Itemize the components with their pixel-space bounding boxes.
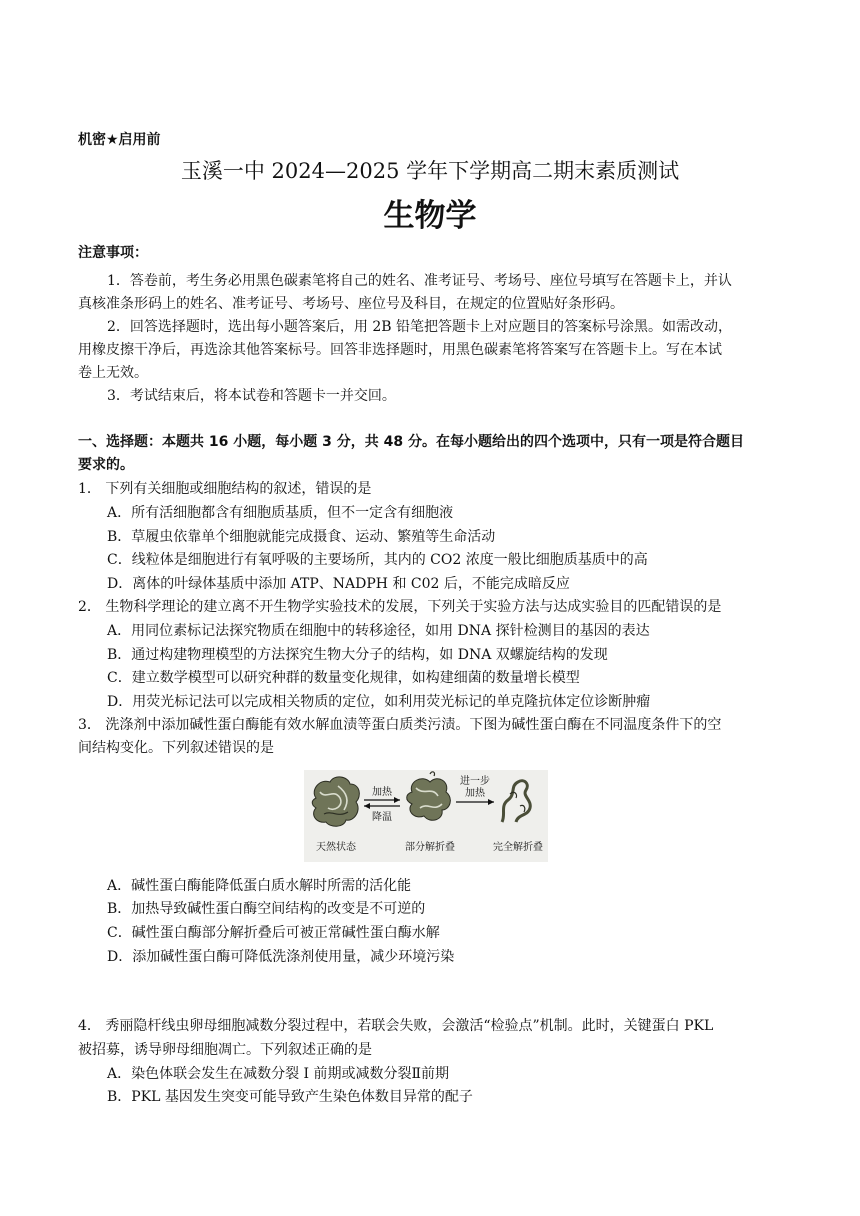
question-3-option-c: C．碱性蛋白酶部分解折叠后可被正常碱性蛋白酶水解 [107,925,440,941]
arrow-heat2-label: 加热 [465,788,485,799]
question-3-option-a: A．碱性蛋白酶能降低蛋白质水解时所需的活化能 [107,878,412,894]
question-2-option-b: B．通过构建物理模型的方法探究生物大分子的结构，如 DNA 双螺旋结构的发现 [107,647,608,663]
section-heading-cont: 要求的。 [78,457,134,473]
section-heading: 一、选择题：本题共 16 小题，每小题 3 分，共 48 分。在每小题给出的四个选项中，只有一项是符合题目 [78,434,744,450]
arrow-right-icon [456,799,494,805]
arrow-heat-label: 加热 [372,787,392,798]
question-3-stem: 3． 洗涤剂中添加碱性蛋白酶能有效水解血渍等蛋白质类污渍。下图为碱性蛋白酶在不同温度条件下的空 [78,717,722,733]
question-1-option-c: C．线粒体是细胞进行有氧呼吸的主要场所，其内的 CO2 浓度一般比细胞质基质中的高 [107,552,648,568]
question-4-stem-cont: 被招募，诱导卵母细胞凋亡。下列叙述正确的是 [78,1042,372,1058]
notice-line: 用橡皮擦干净后，再选涂其他答案标号。回答非选择题时，用黑色碳素笔将答案写在答题卡上。写在本试 [78,342,722,358]
exam-title: 玉溪一中 2024—2025 学年下学期高二期末素质测试 [180,159,680,183]
question-1-option-a: A．所有活细胞都含有细胞质基质，但不一定含有细胞液 [107,505,454,521]
native-state-protein-image [312,777,359,826]
subject-title: 生物学 [383,198,477,234]
partially-unfolded-protein-image [407,772,451,820]
question-2-stem: 2． 生物科学理论的建立离不开生物学实验技术的发展，下列关于实验方法与达成实验目的匹配错误的是 [78,599,722,615]
confidential-mark: 机密★启用前 [78,132,161,148]
notice-line: 真核准条形码上的姓名、准考证号、考场号、座位号及科目，在规定的位置贴好条形码。 [78,296,624,312]
reversible-arrows-icon [364,797,400,809]
question-1-option-b: B．草履虫依靠单个细胞就能完成摄食、运动、繁殖等生命活动 [107,529,496,545]
question-1-option-d: D．离体的叶绿体基质中添加 ATP、NADPH 和 C02 后，不能完成暗反应 [107,576,570,592]
question-4-stem: 4． 秀丽隐杆线虫卵母细胞减数分裂过程中，若联会失败，会激活“检验点”机制。此时，关键蛋白 PKL [78,1018,714,1034]
fully-unfolded-protein-image [502,781,530,822]
native-state-label: 天然状态 [316,842,356,853]
arrow-further-label: 进一步 [460,776,490,787]
full-unfold-label: 完全解折叠 [493,842,543,853]
notice-line: 3．考试结束后，将本试卷和答题卡一并交回。 [107,388,396,404]
question-4-option-b: B．PKL 基因发生突变可能导致产生染色体数目异常的配子 [107,1089,473,1105]
question-3-option-b: B．加热导致碱性蛋白酶空间结构的改变是不可逆的 [107,901,426,917]
question-2-option-a: A．用同位素标记法探究物质在细胞中的转移途径，如用 DNA 探针检测目的基因的表达 [107,623,650,639]
notice-line: 卷上无效。 [78,365,148,381]
question-2-option-d: D．用荧光标记法可以完成相关物质的定位，如利用荧光标记的单克隆抗体定位诊断肿瘤 [107,694,651,710]
protein-unfolding-figure [304,770,548,862]
question-3-option-d: D．添加碱性蛋白酶可降低洗涤剂使用量，减少环境污染 [107,949,455,965]
arrow-cool-label: 降温 [372,812,392,823]
notice-heading: 注意事项： [78,245,148,261]
question-4-option-a: A．染色体联会发生在减数分裂 I 前期或减数分裂Ⅱ前期 [107,1066,450,1082]
notice-line: 1．答卷前，考生务必用黑色碳素笔将自己的姓名、准考证号、考场号、座位号填写在答题卡上，并认 [107,273,732,289]
notice-line: 2．回答选择题时，选出每小题答案后，用 2B 铅笔把答题卡上对应题目的答案标号涂黑。如需改动， [107,319,733,335]
question-3-stem-cont: 间结构变化。下列叙述错误的是 [78,740,274,756]
question-1-stem: 1． 下列有关细胞或细胞结构的叙述，错误的是 [78,481,372,497]
question-2-option-c: C．建立数学模型可以研究种群的数量变化规律，如构建细菌的数量增长模型 [107,670,580,686]
partial-unfold-label: 部分解折叠 [405,842,455,853]
